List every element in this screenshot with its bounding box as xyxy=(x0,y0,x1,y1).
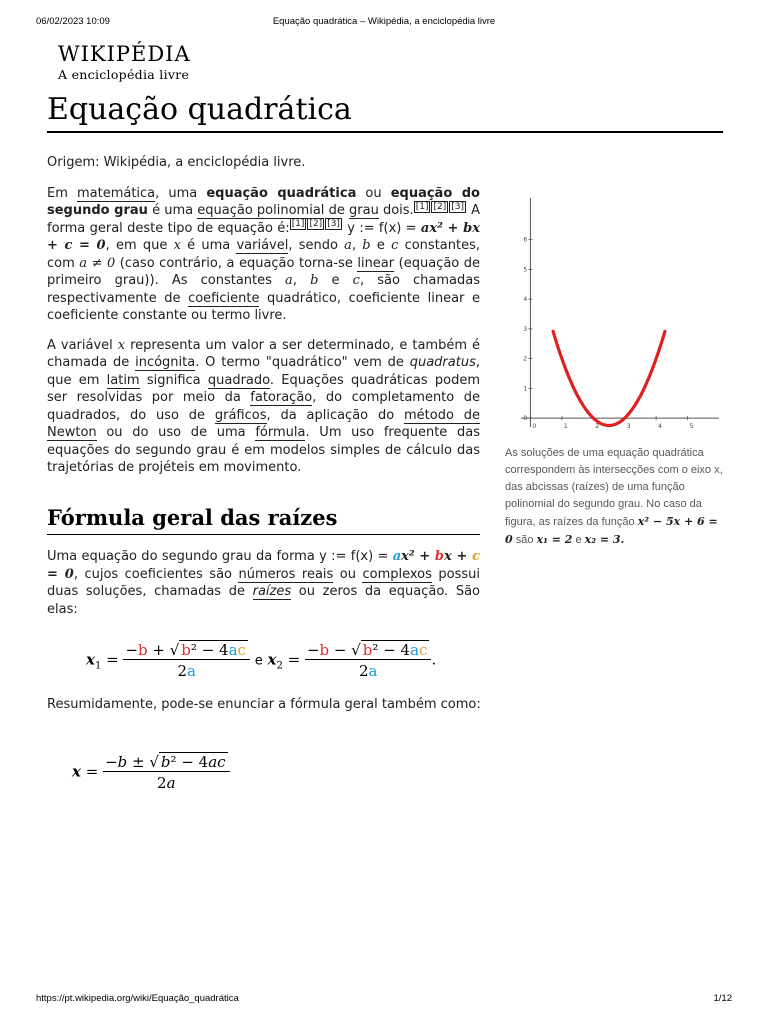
link-incognita[interactable]: incógnita xyxy=(135,355,196,370)
link-raizes[interactable]: raízes xyxy=(252,584,292,599)
x-tick-label: 2 xyxy=(595,423,600,431)
resumidamente-text: Resumidamente, pode-se enunciar a fórmula geral também como: xyxy=(47,697,481,712)
y-tick-label: 2 xyxy=(523,355,528,363)
reference-1[interactable]: [1] xyxy=(291,219,305,230)
link-graficos[interactable]: gráficos xyxy=(214,407,267,423)
x-tick-label: 0 xyxy=(532,423,537,431)
paragraph-roots: Uma equação do segundo grau da forma y := f(x) = ax² + bx + c = 0, cujos coeficientes são números reais ou complexos possui duas soluções, chamadas de raízes ou zeros da equação. São elas: xyxy=(47,549,481,617)
parabola-figure xyxy=(505,196,723,549)
logo-tagline: A enciclopédia livre xyxy=(58,67,190,82)
section-body xyxy=(47,548,480,618)
print-url: https://pt.wikipedia.org/wiki/Equação_quadrática xyxy=(36,993,239,1004)
reference-2[interactable]: [2] xyxy=(309,219,323,230)
root1-fraction: $\frac{\text{−b + √ b² − 4ac}}{2a}$ xyxy=(123,641,250,680)
link-linear[interactable]: linear xyxy=(357,255,395,271)
link-coeficiente[interactable]: coeficiente xyxy=(188,290,260,306)
reference-1[interactable]: [1] xyxy=(415,201,429,212)
article-body xyxy=(47,154,480,489)
link-complexos[interactable]: complexos xyxy=(362,566,432,582)
link-numeros-reais[interactable]: números reais xyxy=(238,566,334,582)
roots-formula: $x_1$ = $\frac{\text{−b + √ b² − 4ac}}{2a}$ e $x_2$ = $\frac{\text{−b − √ b² − 4ac}}{2a}$ . xyxy=(86,641,437,680)
paragraph-variable: A variável x representa um valor a ser determinado, e também é chamada de incógnita. O termo "quadrático" vem de quadratus, que em latim significa quadrado. Equações quadráticas podem ser resolvidas por meio da fatoração, do completamento de quadrados, do uso de gráficos, da aplicação do método de Newton ou do uso de uma fórmula. Um uso frequente das equações do segundo grau é em modelos simples de cálculo das trajetórias de projéteis em movimento. xyxy=(47,337,481,475)
site-subtitle: Origem: Wikipédia, a enciclopédia livre. xyxy=(47,155,306,170)
page-title: Equação quadrática xyxy=(47,92,723,133)
root2-fraction: $\frac{\text{−b − √ b² − 4ac}}{2a}$ xyxy=(305,641,432,680)
link-grau[interactable]: grau xyxy=(349,203,379,218)
x-tick-label: 1 xyxy=(563,423,568,431)
y-tick-label: 4 xyxy=(523,296,528,304)
math-general-form: ax² + bx + c = 0 xyxy=(47,220,480,253)
link-variavel[interactable]: variável xyxy=(236,238,289,253)
wikipedia-logo[interactable] xyxy=(58,42,191,82)
print-tab-title: Equação quadrática – Wikipédia, a enciclopédia livre xyxy=(272,16,496,27)
x-tick-label: 3 xyxy=(626,423,631,431)
link-fatoracao[interactable]: fatoração xyxy=(250,390,313,405)
reference-2[interactable]: [2] xyxy=(433,201,447,212)
parabola-curve xyxy=(553,331,665,425)
y-tick-label: 3 xyxy=(523,325,528,333)
y-tick-label: 0 xyxy=(523,415,528,423)
y-tick-label: 1 xyxy=(523,385,528,393)
bold-term: equação do segundo grau xyxy=(47,185,480,218)
paragraph-intro: Em matemática, uma equação quadrática ou equação do segundo grau é uma equação polinomial de grau dois. [1] [2] [3] A forma geral deste tipo de equação é: [1] [2] [3] y := f(x) = ax² + bx + c = 0, em que x é uma variável, sendo a, b e c constantes, com a ≠ 0 (caso contrário, a equação torna-se linear (equação de primeiro grau)). As constantes a, b e c, são chamadas respectivamente de coeficiente quadrático, coeficiente linear e coeficiente constante ou termo livre. xyxy=(47,185,481,323)
link-matematica[interactable]: matemática xyxy=(76,185,156,201)
link-latim[interactable]: latim xyxy=(106,372,140,388)
x-tick-label: 4 xyxy=(658,423,662,431)
y-tick-label: 6 xyxy=(523,236,528,244)
x-tick-label: 5 xyxy=(689,423,694,431)
link-formula[interactable]: fórmula xyxy=(255,425,306,440)
general-formula: x = $\frac{\text{−b ± √ b² − 4ac}}{2a}$ xyxy=(72,753,230,792)
math-colored-form: ax² + bx + c = 0 xyxy=(47,549,481,582)
print-date: 06/02/2023 10:09 xyxy=(36,16,110,27)
bold-term: equação quadrática xyxy=(206,185,357,201)
logo-wordmark: WIKIPÉDIA xyxy=(58,42,191,66)
link-quadrado[interactable]: quadrado xyxy=(207,372,270,388)
print-page-number: 1/12 xyxy=(713,993,732,1004)
link-metodo-newton[interactable]: método de Newton xyxy=(47,407,480,440)
section-heading: Fórmula geral das raízes xyxy=(47,505,480,535)
y-tick-label: 5 xyxy=(523,266,528,274)
parabola-chart xyxy=(505,196,723,441)
figure-caption: As soluções de uma equação quadrática correspondem às intersecções com o eixo x, das abcissas (raízes) de uma função polinomial do segundo grau. No caso da figura, as raízes da função x² − 5x + 6 = 0 são x₁ = 2 e x₂ = 3. xyxy=(505,447,723,546)
reference-3[interactable]: [3] xyxy=(327,219,340,230)
link-equacao-polinomial[interactable]: equação polinomial xyxy=(197,203,325,218)
reference-3[interactable]: [3] xyxy=(451,201,464,212)
